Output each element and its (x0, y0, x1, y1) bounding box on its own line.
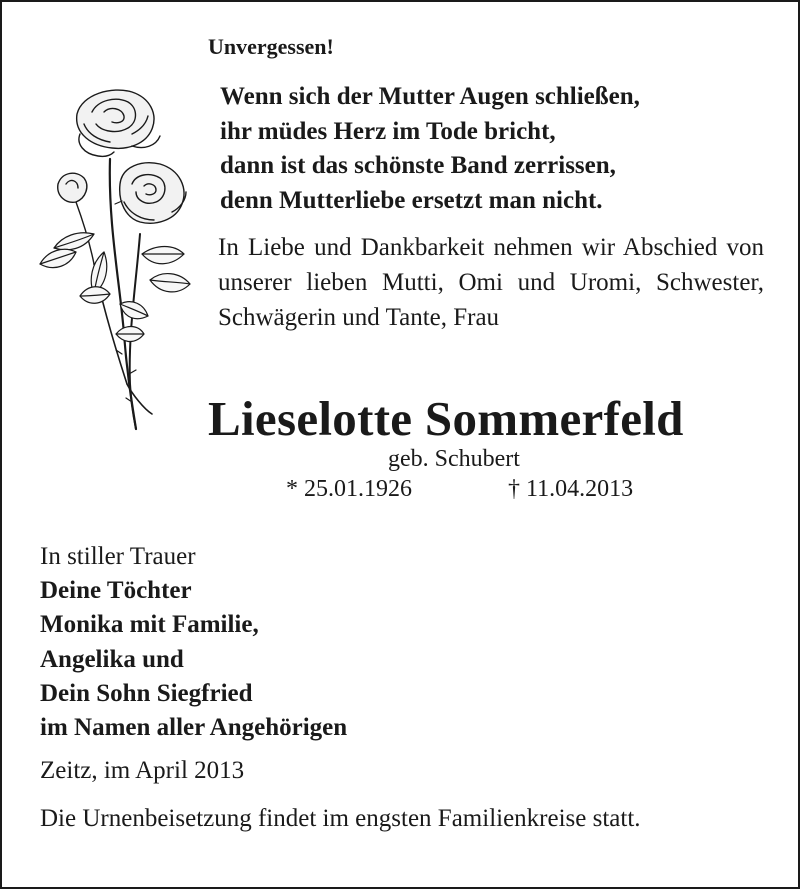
death-date: † 11.04.2013 (508, 476, 634, 502)
poem-line: denn Mutterliebe ersetzt man nicht. (220, 186, 603, 214)
place-date: Zeitz, im April 2013 (40, 757, 245, 784)
poem-line: dann ist das schönste Band zerrissen, (220, 152, 616, 179)
mourning-intro: In stiller Trauer (40, 543, 196, 570)
poem (220, 80, 640, 218)
deceased-name: Lieselotte Sommerfeld (208, 391, 684, 446)
burial-note: Die Urnenbeisetzung findet im engsten Familienkreise statt. (40, 805, 641, 832)
birth-name: geb. Schubert (388, 446, 520, 472)
mourner-line: Angelika und (40, 645, 184, 673)
roses-icon (32, 84, 197, 434)
mourner-line: im Namen aller Angehörigen (40, 714, 348, 742)
mourner-line: Deine Töchter (40, 577, 192, 605)
mourner-line: Monika mit Familie, (40, 611, 259, 639)
poem-line: ihr müdes Herz im Tode bricht, (220, 117, 556, 145)
birth-date: * 25.01.1926 (286, 476, 412, 502)
mourner-line: Dein Sohn Siegfried (40, 679, 253, 707)
intro-text: In Liebe und Dankbarkeit nehmen wir Abschied von unserer lieben Mutti, Omi und Uromi, Schwester, Schwägerin und Tante, Frau (218, 234, 764, 331)
notice-heading: Unvergessen! (208, 34, 334, 59)
poem-line: Wenn sich der Mutter Augen schließen, (220, 83, 640, 110)
mourners-block (40, 540, 347, 745)
